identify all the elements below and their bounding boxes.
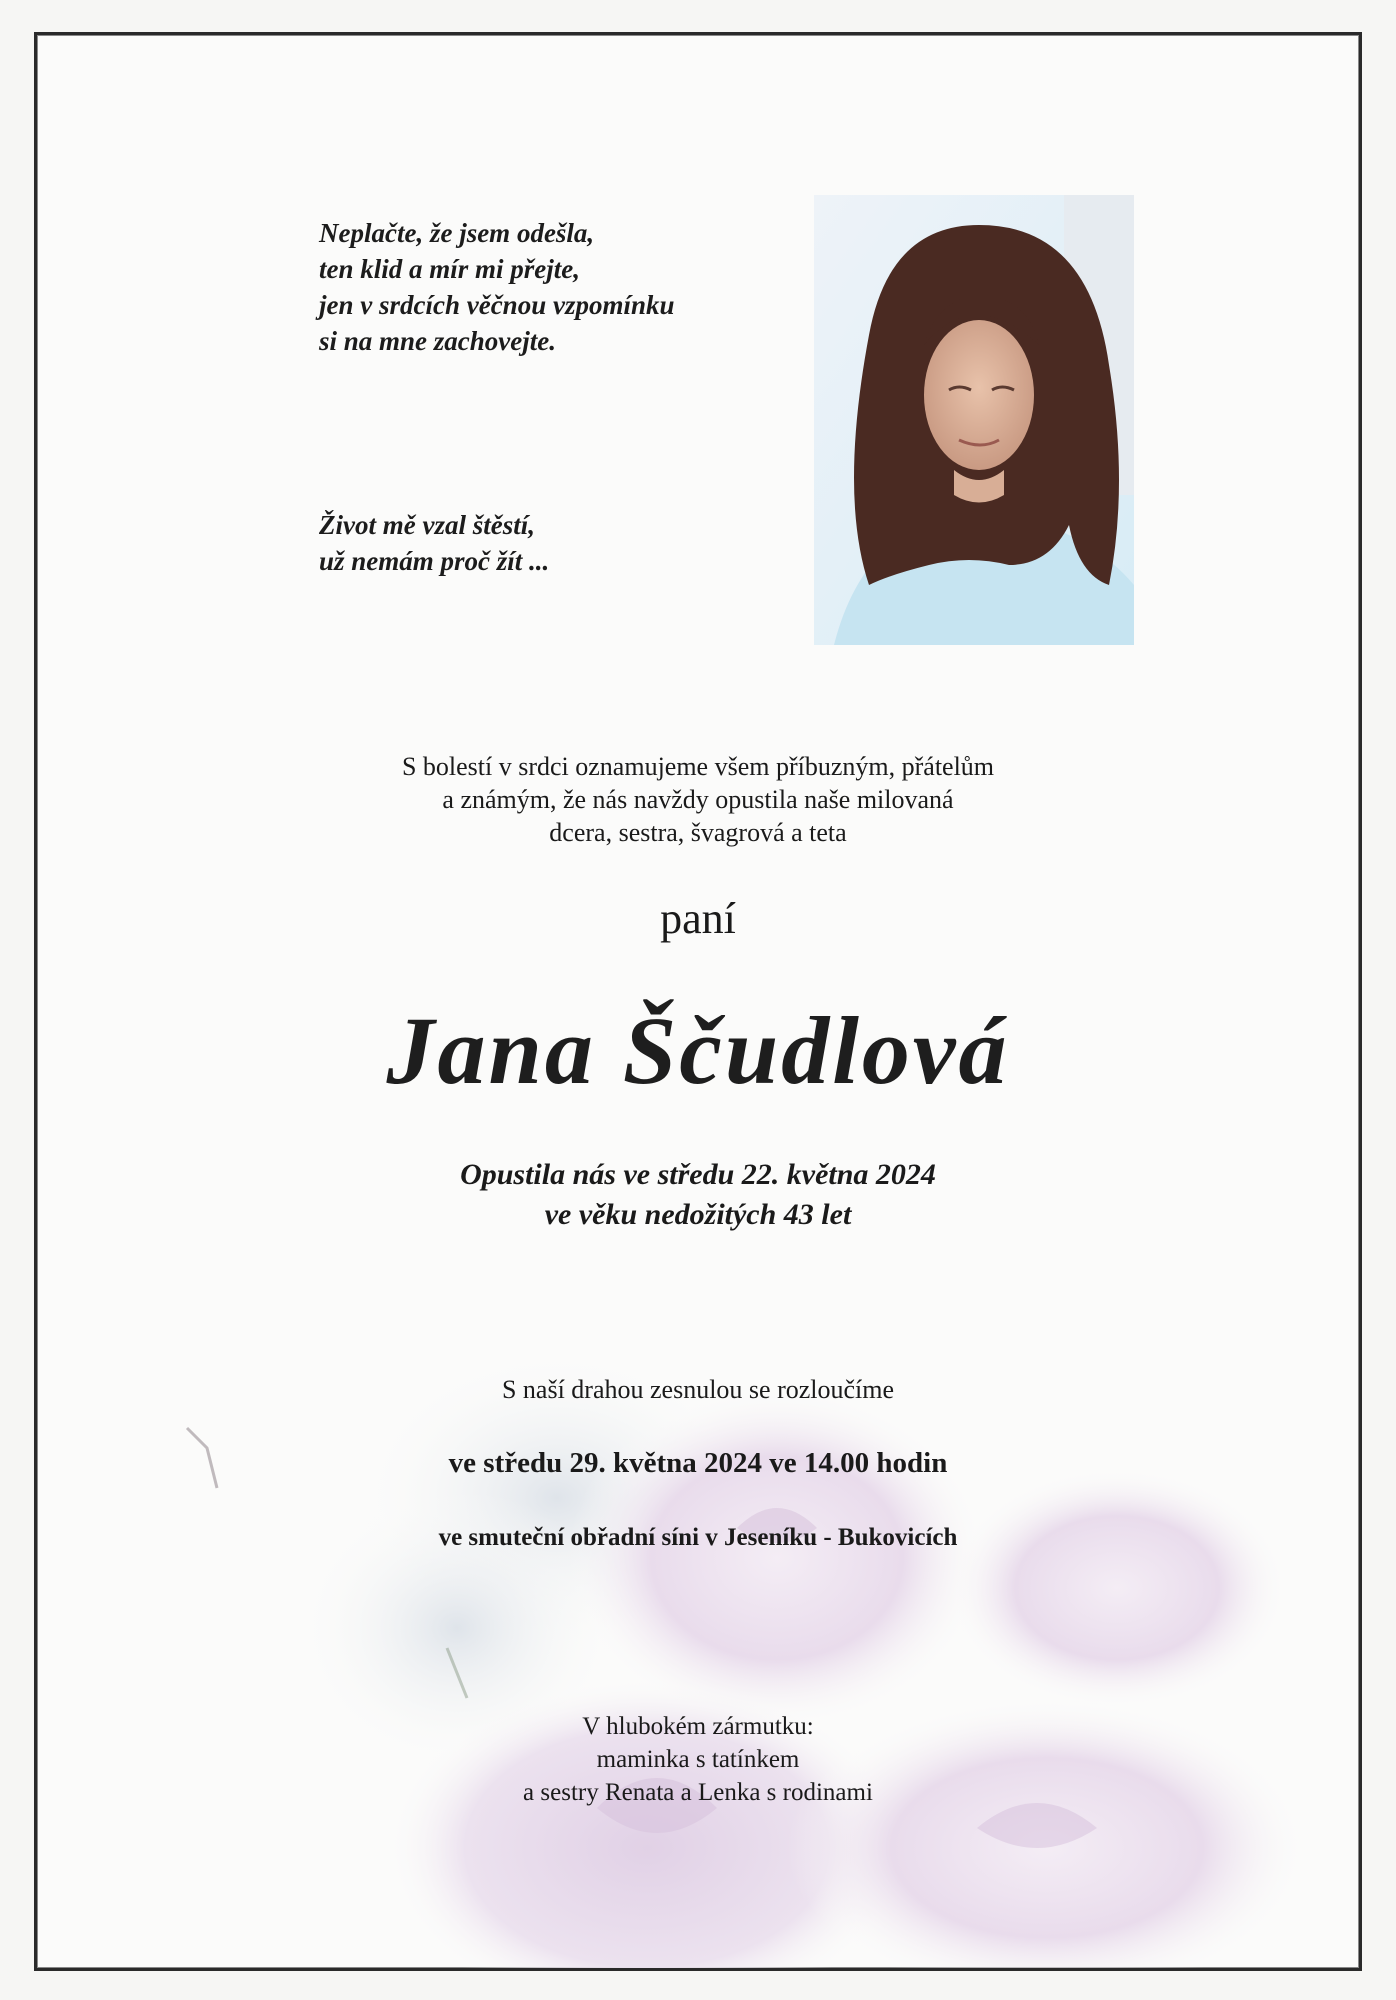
mourners-line: a sestry Renata a Lenka s rodinami [523,1779,873,1806]
mourners-text [37,1710,1359,1809]
death-age-line: ve věku nedožitých 43 let [544,1198,852,1231]
portrait-photo [814,195,1134,645]
announcement-text [37,750,1359,849]
poem-stanza-2 [319,507,549,579]
poem-stanza-1 [319,215,675,359]
poem-line: jen v srdcích věčnou vzpomínku [319,290,675,320]
death-info [37,1155,1359,1235]
poem-line: Neplačte, že jsem odešla, [319,218,595,248]
announcement-line: S bolestí v srdci oznamujeme všem příbuzným, přátelům [401,752,995,781]
farewell-text: S naší drahou zesnulou se rozloučíme [501,1375,895,1404]
ceremony-place: ve smuteční obřadní síni v Jeseníku - Bukovicích [438,1524,958,1551]
deceased-name: Jana Ščudlová [386,997,1010,1104]
ceremony-datetime: ve středu 29. května 2024 ve 14.00 hodin [448,1447,948,1479]
mourners-line: V hlubokém zármutku: [582,1713,814,1740]
obituary-frame [34,32,1362,1971]
poem-line: už nemám proč žít ... [319,546,550,576]
announcement-line: dcera, sestra, švagrová a teta [549,818,847,847]
death-date-line: Opustila nás ve středu 22. května 2024 [460,1158,936,1191]
honorific-title: paní [660,894,736,943]
poem-line: ten klid a mír mi přejte, [319,254,580,284]
roses-background-image [37,1328,1359,1968]
poem-line: Život mě vzal štěstí, [319,510,535,540]
mourners-line: maminka s tatínkem [596,1746,800,1773]
poem-line: si na mne zachovejte. [319,326,556,356]
announcement-line: a známým, že nás navždy opustila naše milovaná [442,785,954,814]
